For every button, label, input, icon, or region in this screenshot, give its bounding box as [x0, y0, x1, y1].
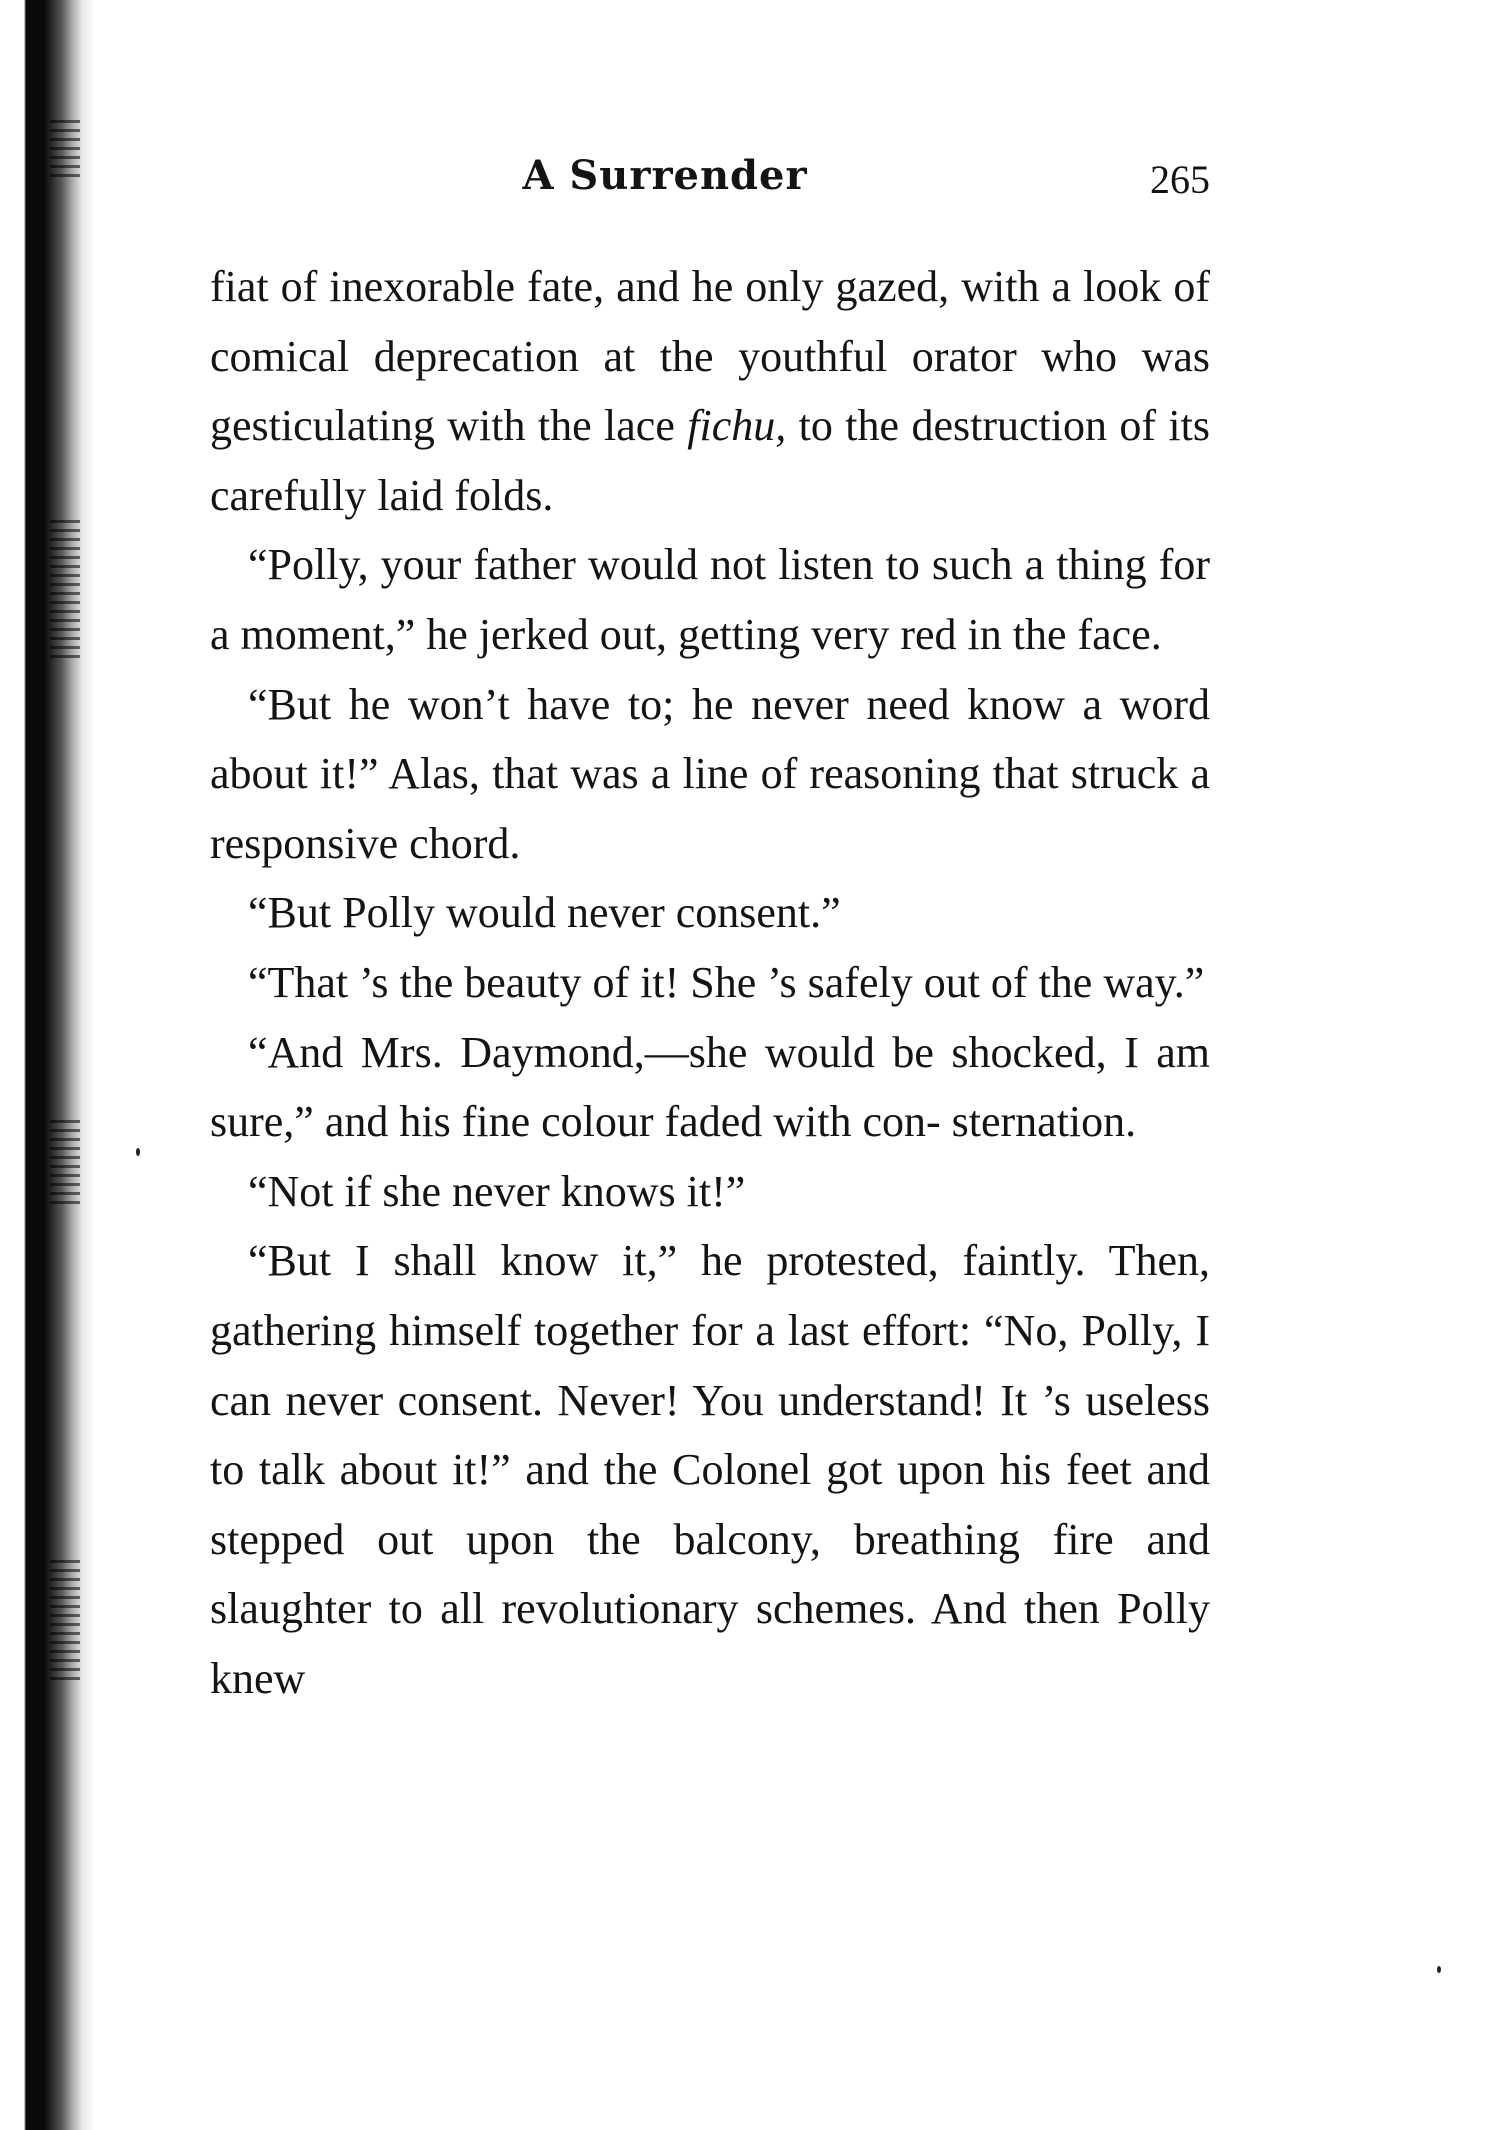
scan-speck — [1437, 1966, 1441, 1973]
paragraph: “And Mrs. Daymond,—she would be shocked, I am sure,” and his fine colour faded with con- sternation. — [210, 1027, 1210, 1147]
paragraph: “Not if she never knows it!” — [248, 1166, 746, 1216]
body-text — [210, 252, 1210, 1713]
paragraph-text: fiat of inexorable fate, and he only gazed, with a look of comical deprecation at the youthful orator who was gesticulating with the lace — [210, 262, 1210, 451]
scan-speck — [136, 1148, 140, 1156]
binding-streak — [50, 1120, 80, 1210]
running-title: A Surrender — [522, 152, 808, 199]
page-header — [210, 152, 1210, 212]
page-number: 265 — [1150, 157, 1210, 202]
binding-streak — [50, 520, 80, 660]
paragraph: “But I shall know it,” he protested, faintly. Then, gathering himself together for a last effort: “No, Polly, I can never consent. Never! You understand! It ’s useless to talk about it!” and the Colonel got upon his feet and stepped out upon the balcony, breathing fire and slaughter to all revolutionary schemes. And then Polly knew — [210, 1236, 1210, 1703]
paragraph: “Polly, your father would not listen to such a thing for a moment,” he jerked out, getting very red in the face. — [210, 540, 1210, 659]
binding-streak — [50, 120, 80, 180]
binding-streak — [50, 1560, 80, 1680]
paragraph — [210, 252, 1210, 530]
binding-shadow — [0, 0, 95, 2130]
paragraph: “That ’s the beauty of it! She ’s safely out of the way.” — [248, 957, 1205, 1007]
paragraph-text: to the destruction of its carefully laid folds. — [210, 401, 1211, 520]
paragraph: “But he won’t have to; he never need know a word about it!” Alas, that was a line of reasoning that struck a responsive chord. — [210, 679, 1210, 868]
emphasis-text: fichu, — [687, 401, 787, 451]
paragraph: “But Polly would never consent.” — [248, 888, 841, 938]
